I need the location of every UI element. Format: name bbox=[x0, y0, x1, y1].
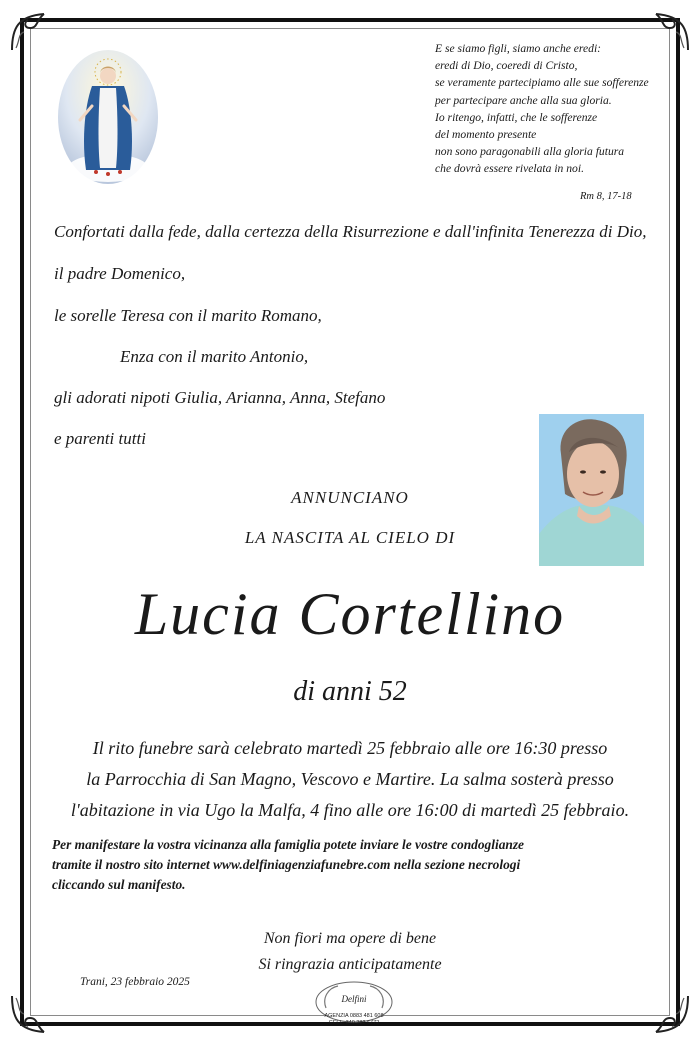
verse-line: eredi di Dio, coeredi di Cristo, bbox=[435, 59, 578, 73]
rite-line-2: la Parrocchia di San Magno, Vescovo e Martire. La salma sosterà presso bbox=[86, 769, 614, 789]
agency-phone: AGENZIA 0883 481 608 bbox=[324, 1013, 384, 1019]
notice-line: tramite il nostro sito internet www.delfiniagenziafunebre.com nella sezione necrologi bbox=[52, 857, 521, 872]
family-nephews: gli adorati nipoti Giulia, Arianna, Anna, Stefano bbox=[54, 388, 386, 407]
condolence-notice bbox=[52, 835, 662, 895]
verse-line: non sono paragonabili alla gloria futura bbox=[435, 145, 625, 159]
notice-line: Per manifestare la vostra vicinanza alla famiglia potete inviare le vostre condoglianze bbox=[52, 837, 524, 852]
deceased-age: di anni 52 bbox=[293, 676, 407, 707]
closing-line-1: Non fiori ma opere di bene bbox=[263, 930, 437, 947]
corner-ornament-icon bbox=[8, 992, 52, 1036]
agency-name: Delfini bbox=[341, 994, 367, 1004]
announce-line-2: LA NASCITA AL CIELO DI bbox=[244, 528, 456, 547]
agency-mobile: CELL. 340 282 6772 bbox=[328, 1020, 380, 1026]
family-relatives: e parenti tutti bbox=[54, 429, 146, 448]
rite-line-1: Il rito funebre sarà celebrato martedì 25 febbraio alle ore 16:30 presso bbox=[92, 738, 608, 758]
verse-line: per partecipare anche alla sua gloria. bbox=[435, 93, 612, 107]
deceased-name: Lucia Cortellino bbox=[134, 581, 566, 647]
publication-date: Trani, 23 febbraio 2025 bbox=[80, 976, 190, 988]
verse-line: del momento presente bbox=[435, 128, 537, 142]
laurel-badge-icon bbox=[312, 980, 396, 1036]
closing-line-2: Si ringrazia anticipatamente bbox=[258, 956, 442, 973]
rite-line-3: l'abitazione in via Ugo la Malfa, 4 fino alle ore 16:00 di martedì 25 febbraio. bbox=[70, 800, 630, 820]
announce-line-1: ANNUNCIANO bbox=[291, 488, 409, 507]
corner-ornament-icon bbox=[648, 992, 692, 1036]
madonna-image bbox=[56, 48, 160, 186]
family-sisters-2: Enza con il marito Antonio, bbox=[120, 347, 309, 366]
scripture-verse bbox=[435, 40, 650, 178]
notice-line: cliccando sul manifesto. bbox=[52, 877, 186, 892]
verse-line: E se siamo figli, siamo anche eredi: bbox=[435, 42, 602, 55]
family-sisters: le sorelle Teresa con il marito Romano, bbox=[54, 306, 322, 325]
verse-reference: Rm 8, 17-18 bbox=[580, 191, 632, 202]
verse-line: se veramente partecipiamo alle sue sofferenze bbox=[435, 76, 649, 90]
agency-logo bbox=[312, 980, 396, 1036]
corner-ornament-icon bbox=[8, 10, 52, 54]
family-father: il padre Domenico, bbox=[54, 264, 186, 283]
family-intro: Confortati dalla fede, dalla certezza della Risurrezione e dall'infinita Tenerezza di Dio, bbox=[54, 222, 647, 241]
verse-line: Io ritengo, infatti, che le sofferenze bbox=[435, 110, 598, 124]
corner-ornament-icon bbox=[648, 10, 692, 54]
verse-line: che dovrà essere rivelata in noi. bbox=[435, 162, 584, 176]
